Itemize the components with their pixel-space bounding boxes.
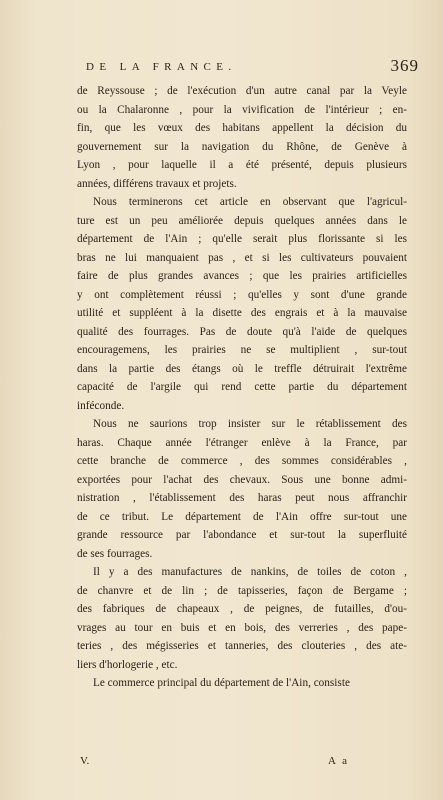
text-line: teries , des mégisseries et tanneries, des clouteries , des ate- <box>77 640 407 652</box>
text-line: exportées pour l'achat des chevaux. Sous une bonne admi- <box>77 473 407 486</box>
running-head: DE LA FRANCE. <box>86 61 237 73</box>
page-number: 369 <box>390 56 419 75</box>
paragraph <box>77 674 407 693</box>
text-line: inféconde. <box>77 399 125 412</box>
text-line: de ce tribut. Le département de l'Ain offre sur-tout une <box>77 510 407 523</box>
text-line: nistration , l'établissement des haras peut nous affranchir <box>77 492 407 504</box>
text-line: ture est un peu améliorée depuis quelques années dans le <box>77 214 407 227</box>
text-line: y ont complètement réussi ; qu'elles y sont d'une grande <box>77 288 407 301</box>
text-line: de chanvre et de lin ; de tapisseries, façon de Bergame ; <box>77 584 407 597</box>
text-line: grande ressource par l'abondance et sur-tout la superfluité <box>77 529 407 541</box>
text-line: capacité de l'argile qui rend cette partie du département <box>77 381 407 393</box>
text-line: encouragemens, les prairies ne se multiplient , sur-tout <box>77 344 407 356</box>
text-line: Nous terminerons cet article en observant que l'agricul- <box>93 196 407 208</box>
text-line: des fabriques de chapeaux , de peignes, de futailles, d'ou- <box>77 603 407 615</box>
text-line: ou la Chalaronne , pour la vivification de l'intérieur ; en- <box>77 103 407 116</box>
text-line: cette branche de commerce , des sommes considérables , <box>77 455 407 467</box>
text-line: haras. Chaque année l'étranger enlève à la France, par <box>77 436 407 449</box>
text-line: qualité des fourrages. Pas de doute qu'à l'aide de quelques <box>77 325 407 338</box>
text-line: dans la partie des étangs où le treffle détruirait l'extrême <box>77 362 407 375</box>
text-line: utilité et suppléent à la disette des engrais et à la mauvaise <box>77 307 407 319</box>
text-line: fin, que les vœux des habitans appellent la décision du <box>77 122 407 134</box>
text-line: vrages au tour en buis et en bois, des verreries , des pape- <box>77 621 407 634</box>
text-line: liers d'horlogerie , etc. <box>77 658 178 671</box>
body-text <box>77 82 407 693</box>
page-footer <box>80 755 380 771</box>
text-line: de Reyssouse ; de l'exécution d'un autre canal par la Veyle <box>77 85 407 97</box>
catchword: A a <box>328 755 349 767</box>
text-line: faire de plus grandes avances ; que les prairies artificielles <box>77 270 407 282</box>
paragraph <box>77 415 407 563</box>
paragraph <box>77 193 407 415</box>
text-line: Il y a des manufactures de nankins, de toiles de coton , <box>93 566 407 578</box>
signature-mark: V. <box>80 755 90 767</box>
text-line: Nous ne saurions trop insister sur le rétablissement des <box>93 418 407 430</box>
page-header <box>78 58 419 80</box>
text-line: Lyon , pour laquelle il a été présenté, depuis plusieurs <box>77 159 407 171</box>
text-line: de ses fourrages. <box>77 547 153 560</box>
paragraph <box>77 563 407 674</box>
text-line: bras ne lui manquaient pas , et si les cultivateurs pouvaient <box>77 251 407 264</box>
text-line: département de l'Ain ; qu'elle serait plus florissante si les <box>77 233 407 245</box>
text-line: années, différens travaux et projets. <box>77 177 237 190</box>
text-line: Le commerce principal du département de l'Ain, consiste <box>93 677 350 689</box>
paragraph <box>77 82 407 193</box>
text-line: gouvernement sur la navigation du Rhône, de Genève à <box>77 140 407 153</box>
